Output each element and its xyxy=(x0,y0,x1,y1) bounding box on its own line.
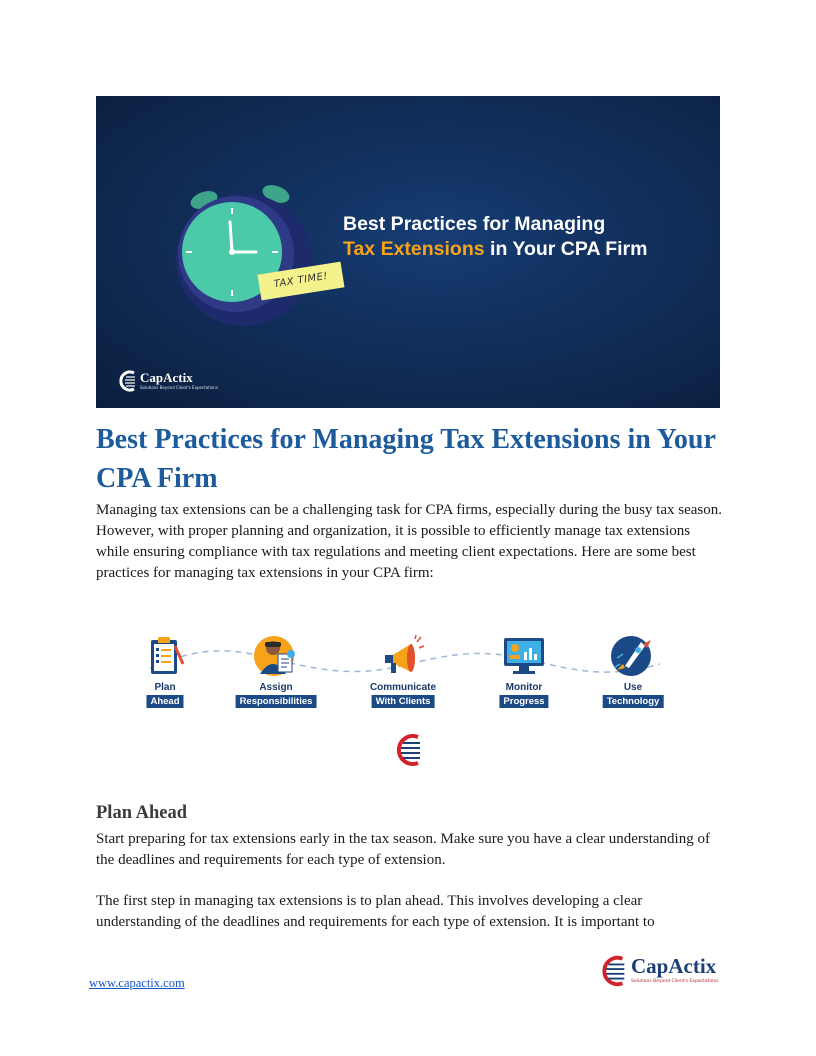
capactix-logo-icon xyxy=(390,732,426,768)
alarm-clock-icon xyxy=(144,178,354,328)
intro-paragraph: Managing tax extensions can be a challenging task for CPA firms, especially during the busy tax season. However, with proper planning and organization, it is possible to efficiently manage tax extensions while ensuring compliance with tax regulations and meeting client expectations. Here are some best practices for managing tax extensions in your CPA firm: xyxy=(96,502,722,581)
process-infographic xyxy=(130,628,690,768)
banner-heading xyxy=(343,212,703,262)
section-heading: Plan Ahead xyxy=(96,803,187,823)
megaphone-icon xyxy=(381,634,425,678)
step-label-line1: Use xyxy=(623,682,643,693)
monitor-chart-icon xyxy=(502,634,546,678)
step-plan-ahead xyxy=(115,628,215,718)
banner-heading-highlight: Tax Extensions xyxy=(343,238,485,260)
clipboard-checklist-icon xyxy=(143,634,187,678)
tax-time-tag: TAX TIME! xyxy=(257,262,344,301)
section-paragraph-1: Start preparing for tax extensions early in the tax season. Make sure you have a clear understanding of the deadlines and requirements for each type of extension. xyxy=(96,831,710,868)
step-label-line1: Communicate xyxy=(369,682,437,693)
step-label-line1: Assign xyxy=(259,682,293,693)
footer-logo-tagline: Solutions Beyond Client's Expectations xyxy=(631,979,719,984)
rocket-icon xyxy=(611,634,655,678)
banner-logo-name: CapActix xyxy=(140,370,193,385)
step-label-line2: Responsibilities xyxy=(236,695,317,708)
step-label-line2: Progress xyxy=(499,695,548,708)
banner-logo-tagline: Solutions Beyond Client's Expectations xyxy=(140,385,218,390)
hero-banner xyxy=(96,96,720,408)
capactix-logo-icon xyxy=(118,370,138,392)
step-label-line2: Technology xyxy=(603,695,664,708)
banner-logo xyxy=(118,370,228,394)
website-link[interactable]: www.capactix.com xyxy=(89,976,185,990)
page-title: Best Practices for Managing Tax Extensions in Your CPA Firm xyxy=(96,424,716,494)
step-monitor-progress xyxy=(474,628,574,718)
banner-heading-rest: in Your CPA Firm xyxy=(484,238,648,260)
footer-logo xyxy=(596,954,720,990)
banner-heading-line1: Best Practices for Managing xyxy=(343,213,606,235)
step-label-line1: Plan xyxy=(154,682,176,693)
section-paragraph-2: The first step in managing tax extensions is to plan ahead. This involves developing a clear understanding of the deadlines and requirements for each type of extension. It is important to xyxy=(96,893,655,930)
person-document-icon xyxy=(254,634,298,678)
step-assign-responsibilities xyxy=(226,628,326,718)
step-communicate-with-clients xyxy=(353,628,453,718)
step-label-line2: With Clients xyxy=(372,695,435,708)
step-label-line2: Ahead xyxy=(146,695,183,708)
footer-logo-name: CapActix xyxy=(631,954,717,978)
step-label-line1: Monitor xyxy=(505,682,543,693)
step-use-technology xyxy=(583,628,683,718)
capactix-logo-icon xyxy=(596,954,630,988)
